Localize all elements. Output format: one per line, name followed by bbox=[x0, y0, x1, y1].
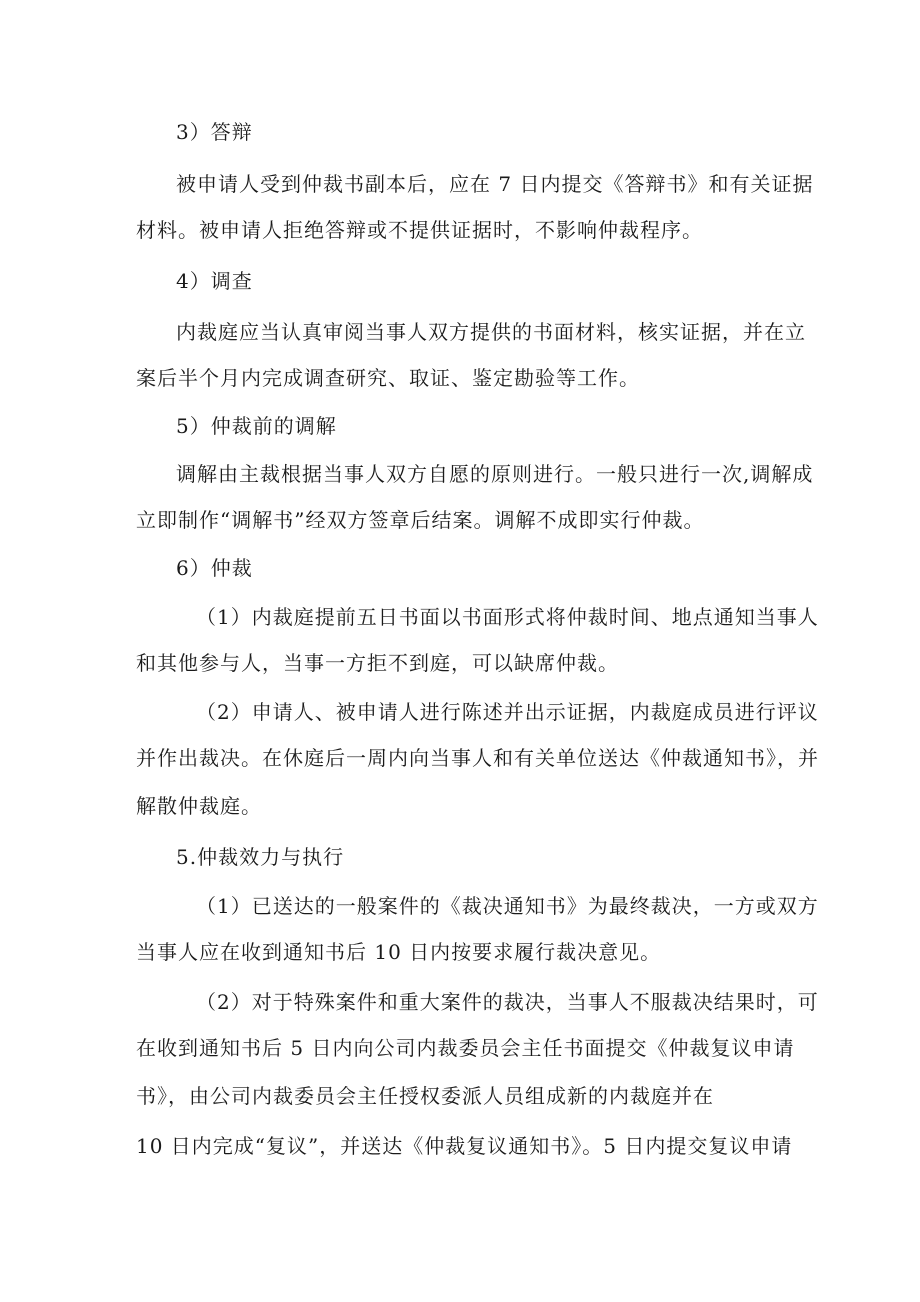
section-5-body-line-1: 调解由主裁根据当事人双方自愿的原则进行。一般只进行一次,调解成 bbox=[176, 462, 814, 486]
section-4-title: 4）调查 bbox=[176, 269, 253, 293]
chapter-5-item-1-line-1: （1）已送达的一般案件的《裁决通知书》为最终裁决，一方或双方 bbox=[196, 894, 819, 918]
section-4-body-line-2: 案后半个月内完成调查研究、取证、鉴定勘验等工作。 bbox=[136, 366, 640, 390]
section-4-body-line-1: 内裁庭应当认真审阅当事人双方提供的书面材料，核实证据，并在立 bbox=[176, 320, 806, 344]
chapter-5-item-1-line-2: 当事人应在收到通知书后 10 日内按要求履行裁决意见。 bbox=[136, 940, 662, 964]
section-6-item-2-line-2: 并作出裁决。在休庭后一周内向当事人和有关单位送达《仲裁通知书》，并 bbox=[136, 746, 819, 770]
chapter-5-item-2-line-4: 10 日内完成“复议”，并送达《仲裁复议通知书》。5 日内提交复议申请 bbox=[136, 1134, 793, 1158]
section-6-item-2-line-1: （2）申请人、被申请人进行陈述并出示证据，内裁庭成员进行评议 bbox=[196, 700, 819, 724]
section-5-title: 5）仲裁前的调解 bbox=[176, 414, 337, 438]
section-3-body-line-1: 被申请人受到仲裁书副本后，应在 7 日内提交《答辩书》和有关证据 bbox=[176, 172, 814, 196]
section-3-title: 3）答辩 bbox=[176, 120, 253, 144]
section-6-item-2-line-3: 解散仲裁庭。 bbox=[136, 794, 262, 818]
section-6-item-1-line-1: （1）内裁庭提前五日书面以书面形式将仲裁时间、地点通知当事人 bbox=[196, 605, 819, 629]
section-5-body-line-2: 立即制作“调解书”经双方签章后结案。调解不成即实行仲裁。 bbox=[136, 508, 705, 532]
chapter-5-item-2-line-3: 书》，由公司内裁委员会主任授权委派人员组成新的内裁庭并在 bbox=[136, 1084, 714, 1108]
section-6-item-1-line-2: 和其他参与人，当事一方拒不到庭，可以缺席仲裁。 bbox=[136, 651, 619, 675]
section-3-body-line-2: 材料。被申请人拒绝答辩或不提供证据时，不影响仲裁程序。 bbox=[136, 218, 703, 242]
chapter-5-title: 5.仲裁效力与执行 bbox=[176, 845, 345, 869]
chapter-5-item-2-line-2: 在收到通知书后 5 日内向公司内裁委员会主任书面提交《仲裁复议申请 bbox=[136, 1036, 795, 1060]
chapter-5-item-2-line-1: （2）对于特殊案件和重大案件的裁决，当事人不服裁决结果时，可 bbox=[196, 990, 819, 1014]
section-6-title: 6）仲裁 bbox=[176, 556, 253, 580]
